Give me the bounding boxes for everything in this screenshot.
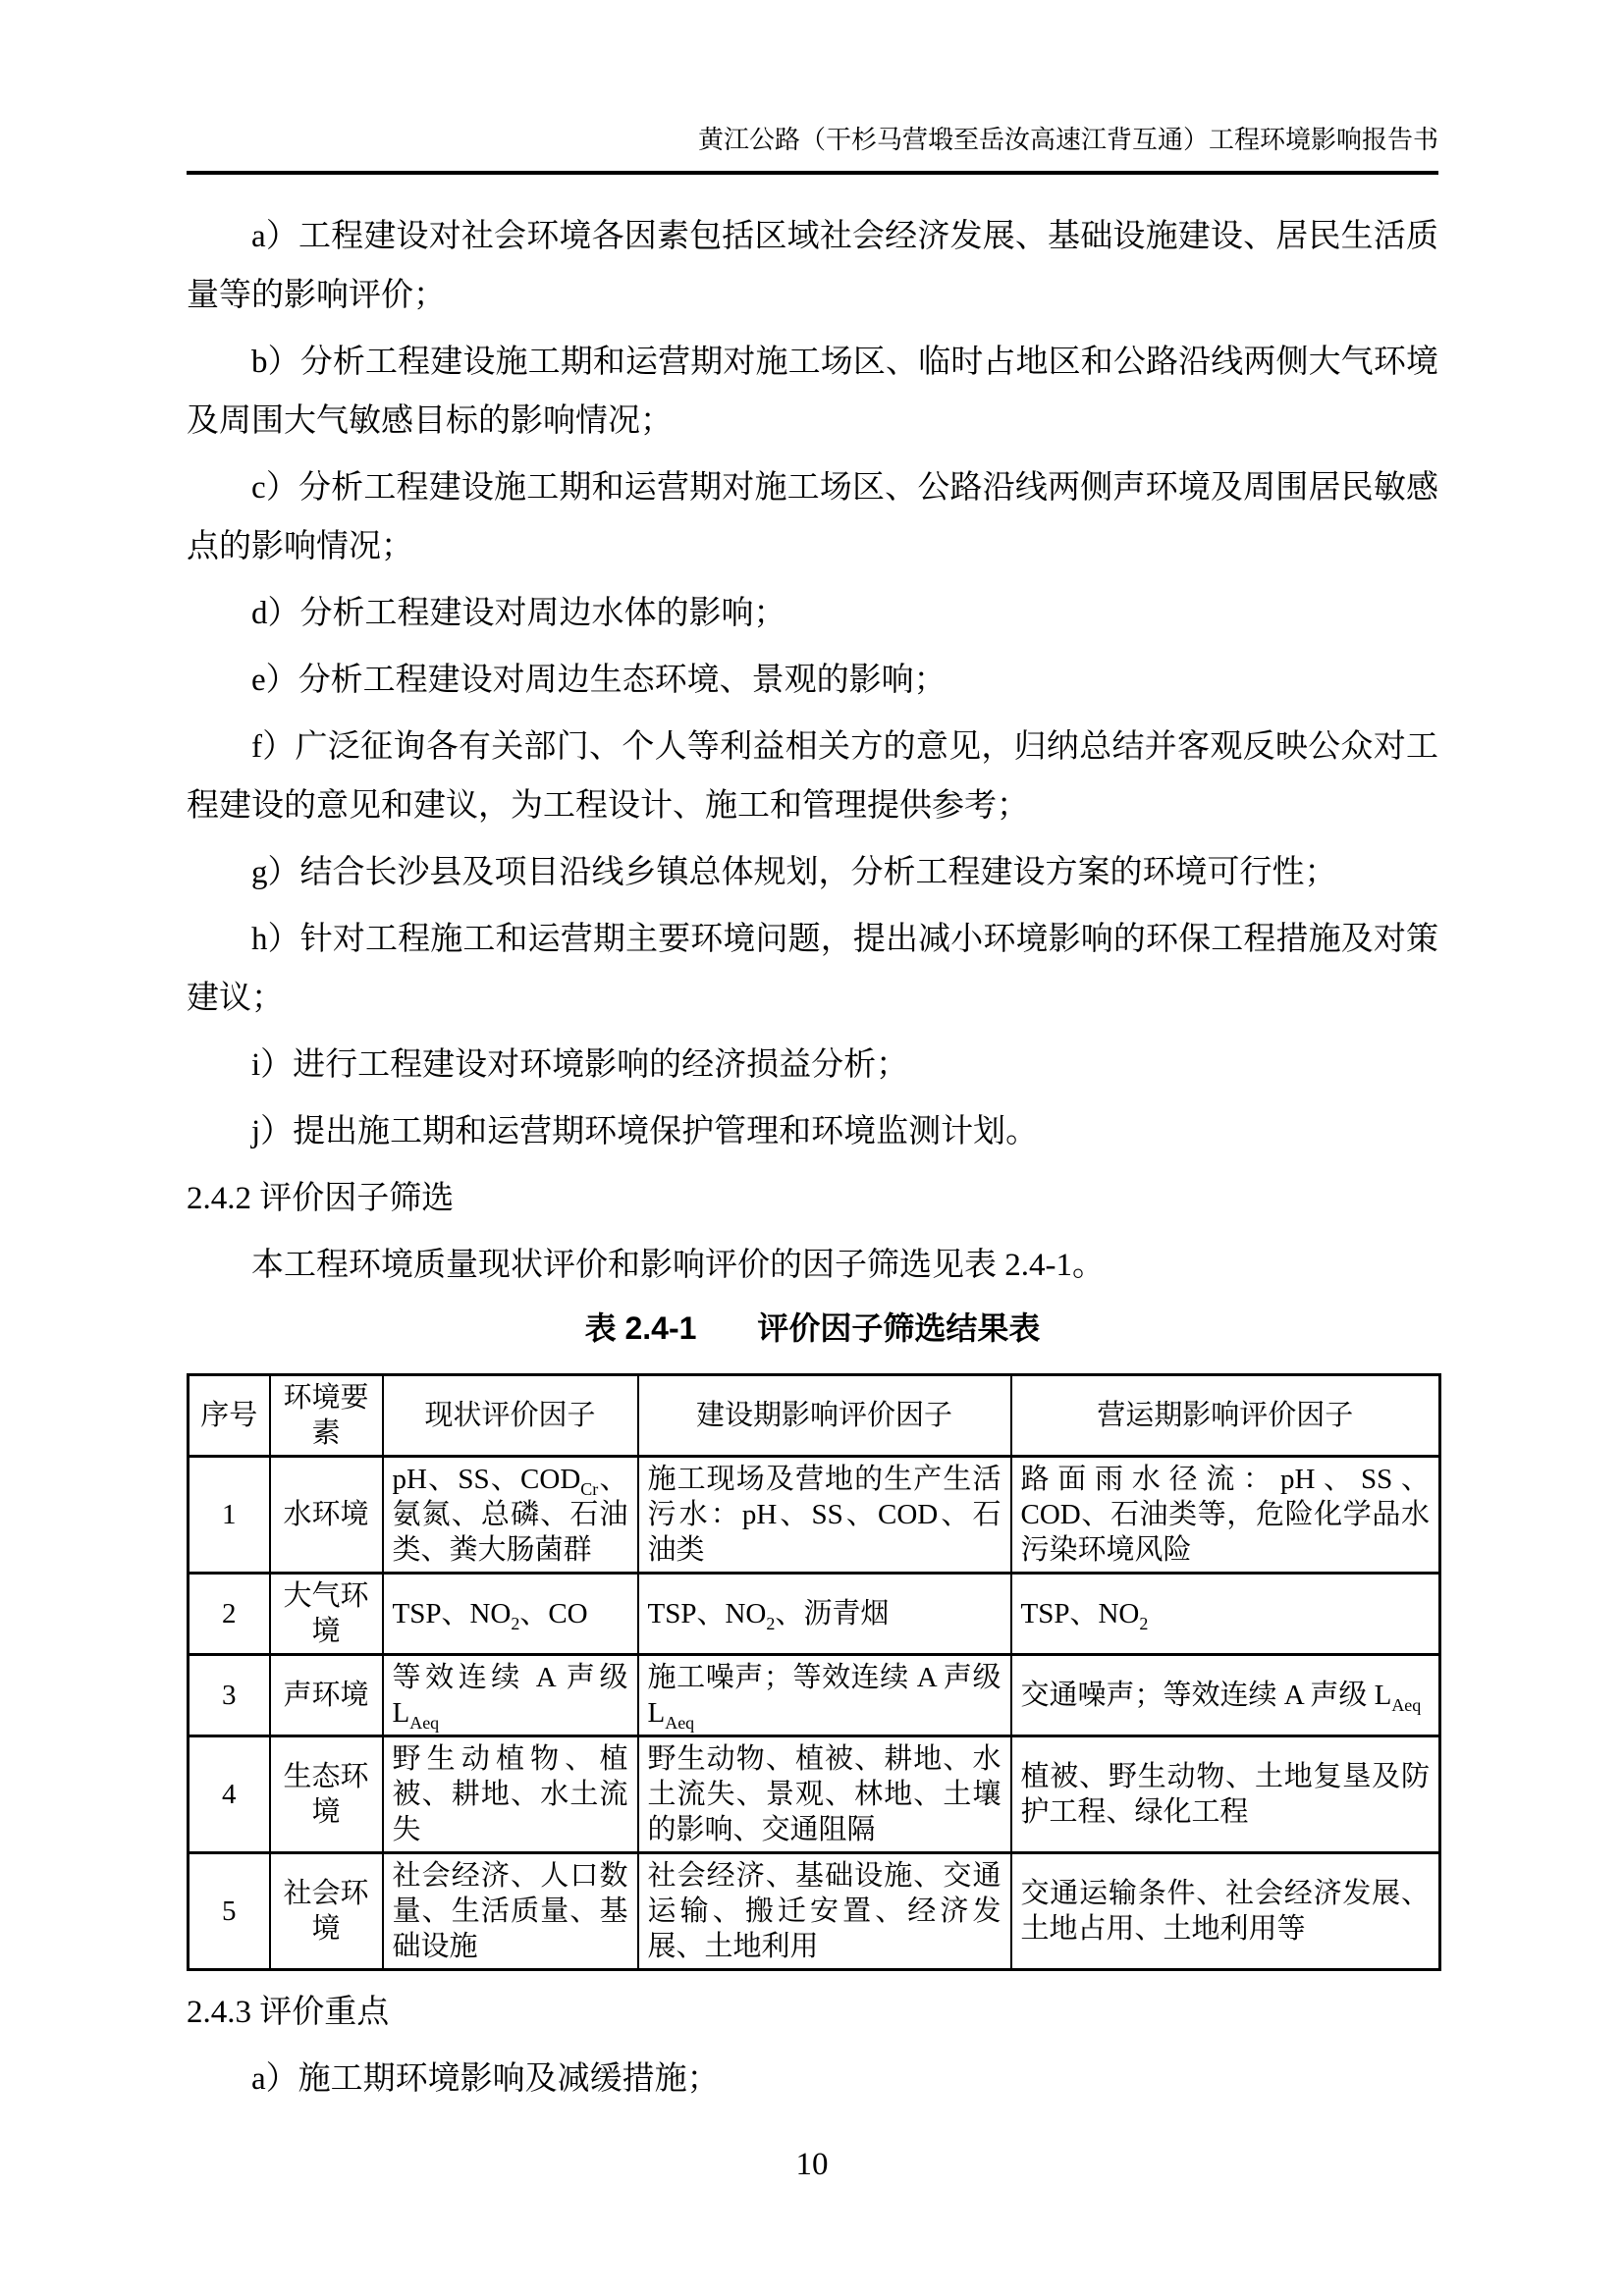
table-cell: 社会环境 — [270, 1853, 383, 1970]
table-caption-title: 评价因子筛选结果表 — [757, 1310, 1041, 1346]
factor-table-body — [189, 1457, 1440, 1970]
table-cell: 社会经济、人口数量、生活质量、基础设施 — [383, 1853, 638, 1970]
table-cell: 大气环境 — [270, 1574, 383, 1655]
table-cell: 1 — [189, 1457, 270, 1574]
section-2-4-3-item-a: a）施工期环境影响及减缓措施； — [251, 2061, 720, 2097]
body-paragraphs — [187, 207, 1438, 1161]
table-cell: 声环境 — [270, 1655, 383, 1736]
running-header — [187, 0, 1438, 157]
table-cell: 野生动植物、植被、耕地、水土流失 — [383, 1736, 638, 1853]
body-paragraph: j）提出施工期和运营期环境保护管理和环境监测计划。 — [251, 1114, 1039, 1149]
table-cell: TSP、$NO_2$、CO — [383, 1574, 638, 1655]
table-row — [189, 1457, 1440, 1574]
body-paragraph: a）工程建设对社会环境各因素包括区域社会经济发展、基础设施建设、居民生活质量等的影响评价； — [187, 219, 1438, 313]
table-cell: 施工噪声；等效连续 A 声级 $L_{Aeq}$ — [638, 1655, 1011, 1736]
running-header-title: 黄江公路（干杉马营塅至岳汝高速江背互通）工程环境影响报告书 — [697, 126, 1438, 154]
section-2-4-2-intro: 本工程环境质量现状评价和影响评价的因子筛选见表 2.4-1。 — [251, 1248, 1105, 1283]
factor-table — [187, 1373, 1441, 1971]
table-row — [189, 1736, 1440, 1853]
table-cell: TSP、$NO_2$ — [1011, 1574, 1440, 1655]
table-cell: pH、SS、$COD_{Cr}$、氨氮、总磷、石油类、粪大肠菌群 — [383, 1457, 638, 1574]
body-paragraph: h）针对工程施工和运营期主要环境问题，提出减小环境影响的环保工程措施及对策建议； — [187, 922, 1438, 1016]
factor-table-header-row — [189, 1375, 1440, 1457]
table-cell: 生态环境 — [270, 1736, 383, 1853]
table-row — [189, 1574, 1440, 1655]
table-cell: 水环境 — [270, 1457, 383, 1574]
column-header: 建设期影响评价因子 — [638, 1375, 1011, 1457]
body-paragraph: b）分析工程建设施工期和运营期对施工场区、临时占地区和公路沿线两侧大气环境及周围大气敏感目标的影响情况； — [187, 345, 1438, 439]
section-heading-2-4-2: 2.4.2 评价因子筛选 — [187, 1181, 455, 1216]
table-cell: 4 — [189, 1736, 270, 1853]
body-paragraph: d）分析工程建设对周边水体的影响； — [251, 596, 786, 631]
column-header: 营运期影响评价因子 — [1011, 1375, 1440, 1457]
table-cell: TSP、$NO_2$、沥青烟 — [638, 1574, 1011, 1655]
table-cell: 5 — [189, 1853, 270, 1970]
column-header: 现状评价因子 — [383, 1375, 638, 1457]
section-heading-2-4-3: 2.4.3 评价重点 — [187, 1995, 390, 2030]
column-header: 序号 — [189, 1375, 270, 1457]
table-cell: 交通噪声；等效连续 A 声级 $L_{Aeq}$ — [1011, 1655, 1440, 1736]
table-row — [189, 1655, 1440, 1736]
body-paragraph: f）广泛征询各有关部门、个人等利益相关方的意见，归纳总结并客观反映公众对工程建设的意见和建议，为工程设计、施工和管理提供参考； — [187, 729, 1438, 824]
table-cell: 3 — [189, 1655, 270, 1736]
table-caption — [187, 1307, 1438, 1350]
body-paragraph: e）分析工程建设对周边生态环境、景观的影响； — [251, 663, 947, 698]
table-cell: 社会经济、基础设施、交通运输、搬迁安置、经济发展、土地利用 — [638, 1853, 1011, 1970]
column-header: 环境要素 — [270, 1375, 383, 1457]
table-cell: 施工现场及营地的生产生活污水：pH、SS、COD、石油类 — [638, 1457, 1011, 1574]
body-paragraph: g）结合长沙县及项目沿线乡镇总体规划，分析工程建设方案的环境可行性； — [251, 855, 1337, 890]
table-cell: 等效连续 A 声级 $L_{Aeq}$ — [383, 1655, 638, 1736]
table-caption-label: 表 2.4-1 — [584, 1310, 697, 1346]
header-rule — [187, 171, 1438, 175]
table-cell: 植被、野生动物、土地复垦及防护工程、绿化工程 — [1011, 1736, 1440, 1853]
body-paragraph: i）进行工程建设对环境影响的经济损益分析； — [251, 1047, 909, 1083]
table-row — [189, 1853, 1440, 1970]
table-cell: 交通运输条件、社会经济发展、土地占用、土地利用等 — [1011, 1853, 1440, 1970]
table-cell: 路面雨水径流：pH、SS、COD、石油类等，危险化学品水污染环境风险 — [1011, 1457, 1440, 1574]
table-cell: 野生动物、植被、耕地、水土流失、景观、林地、土壤的影响、交通阻隔 — [638, 1736, 1011, 1853]
table-cell: 2 — [189, 1574, 270, 1655]
body-paragraph: c）分析工程建设施工期和运营期对施工场区、公路沿线两侧声环境及周围居民敏感点的影响情况； — [187, 470, 1438, 564]
page-number: 10 — [795, 2147, 829, 2182]
